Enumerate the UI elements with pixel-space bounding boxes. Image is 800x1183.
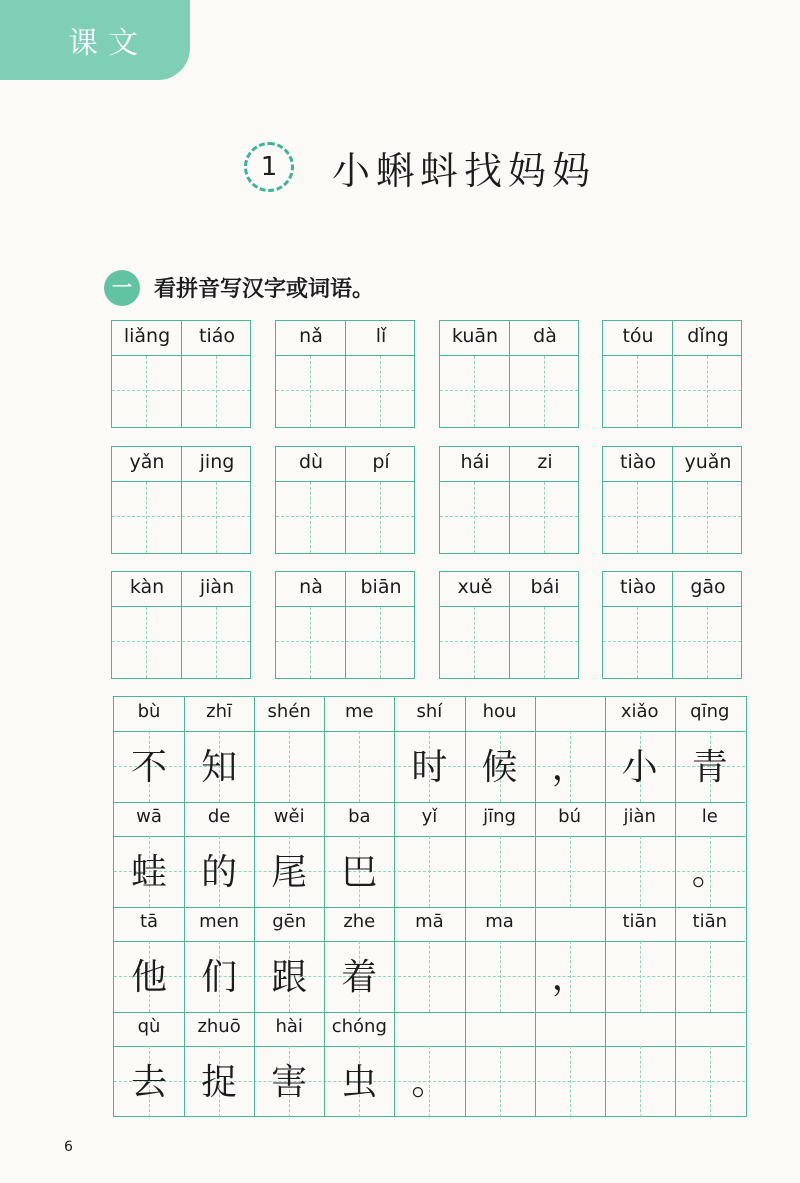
pinyin-row — [439, 446, 579, 482]
sentence-pinyin: le — [701, 806, 718, 827]
grid-guide — [544, 607, 545, 678]
pinyin-row — [439, 571, 579, 607]
grid-guide — [474, 607, 475, 678]
grid-line — [394, 1012, 395, 1046]
sentence-pinyin: hou — [482, 701, 517, 722]
sentence-pinyin: tiān — [692, 911, 728, 932]
grid-guide — [289, 731, 290, 802]
pinyin-syllable: dù — [298, 451, 324, 473]
grid-guide — [710, 1046, 711, 1117]
tab-label: 课文 — [68, 26, 148, 61]
word-box[interactable] — [602, 571, 742, 679]
sentence-hanzi: 他 — [130, 957, 167, 998]
section-instruction: 看拼音写汉字或词语。 — [154, 277, 375, 302]
sentence-pinyin-row — [114, 1012, 745, 1047]
lesson-title: 小蝌蚪找妈妈 — [332, 149, 597, 193]
writing-grid[interactable] — [439, 356, 579, 428]
sentence-pinyin: shén — [267, 701, 311, 722]
sentence-pinyin: jiàn — [623, 806, 656, 827]
word-box[interactable] — [439, 446, 579, 554]
writing-grid[interactable] — [602, 356, 742, 428]
sentence-pinyin: zhuō — [197, 1016, 241, 1037]
pinyin-syllable: pí — [372, 451, 390, 473]
grid-guide — [276, 641, 414, 642]
sentence-pinyin: wā — [136, 806, 162, 827]
grid-guide — [440, 390, 578, 391]
pinyin-syllable: zi — [537, 451, 553, 473]
pinyin-syllable: lǐ — [375, 325, 387, 347]
grid-line — [605, 941, 606, 1012]
sentence-hanzi: 青 — [691, 747, 728, 788]
grid-guide — [310, 356, 311, 427]
pinyin-syllable: bái — [530, 576, 560, 598]
grid-line — [345, 482, 346, 553]
pinyin-syllable: kuān — [451, 325, 499, 347]
word-box[interactable] — [111, 571, 251, 679]
sentence-hanzi: 捉 — [201, 1062, 238, 1103]
word-box[interactable] — [439, 571, 579, 679]
grid-line — [465, 836, 466, 907]
sentence-hanzi-row[interactable] — [114, 941, 745, 1013]
pinyin-row — [111, 571, 251, 607]
pinyin-syllable: nǎ — [299, 325, 323, 347]
pinyin-row — [111, 320, 251, 356]
grid-guide — [544, 356, 545, 427]
grid-line — [605, 1012, 606, 1046]
pinyin-row — [602, 320, 742, 356]
sentence-pinyin: qīng — [690, 701, 730, 722]
pinyin-row — [275, 446, 415, 482]
sentence-pinyin: de — [207, 806, 231, 827]
sentence-hanzi: 跟 — [271, 957, 308, 998]
grid-guide — [500, 836, 501, 907]
sentence-pinyin: ma — [485, 911, 514, 932]
grid-line — [345, 607, 346, 678]
grid-guide — [380, 482, 381, 553]
sentence-pinyin: mā — [415, 911, 444, 932]
word-box[interactable] — [111, 320, 251, 428]
sentence-hanzi: 蛙 — [130, 852, 167, 893]
grid-guide — [146, 356, 147, 427]
grid-line — [254, 731, 255, 802]
sentence-pinyin: jīng — [483, 806, 516, 827]
sentence-hanzi-row[interactable] — [114, 1046, 745, 1117]
pinyin-row — [439, 320, 579, 356]
sentence-hanzi: 虫 — [341, 1062, 378, 1103]
pinyin-syllable: yǎn — [129, 451, 165, 473]
sentence-pinyin: hài — [275, 1016, 303, 1037]
grid-guide — [310, 607, 311, 678]
grid-guide — [710, 941, 711, 1012]
grid-guide — [440, 516, 578, 517]
pinyin-syllable: kàn — [129, 576, 165, 598]
sentence-pinyin: shí — [416, 701, 443, 722]
grid-guide — [603, 390, 741, 391]
grid-guide — [603, 516, 741, 517]
sentence-pinyin: xiǎo — [620, 701, 659, 722]
grid-line — [605, 836, 606, 907]
grid-line — [675, 1012, 676, 1046]
grid-guide — [440, 641, 578, 642]
pinyin-syllable: jiàn — [199, 576, 235, 598]
sentence-pinyin: zhe — [343, 911, 376, 932]
grid-guide — [112, 516, 250, 517]
sentence-hanzi: 不 — [130, 747, 167, 788]
pinyin-row — [602, 446, 742, 482]
grid-guide — [216, 482, 217, 553]
word-box[interactable] — [275, 446, 415, 554]
grid-guide — [216, 607, 217, 678]
grid-line — [345, 356, 346, 427]
sentence-pinyin: wěi — [273, 806, 305, 827]
writing-grid[interactable] — [275, 356, 415, 428]
sentence-pinyin: zhī — [206, 701, 233, 722]
sentence-hanzi: 小 — [621, 747, 658, 788]
pinyin-syllable: tóu — [622, 325, 654, 347]
grid-guide — [112, 641, 250, 642]
grid-guide — [640, 941, 641, 1012]
sentence-pinyin: tā — [139, 911, 159, 932]
sentence-hanzi: ， — [551, 957, 588, 998]
page-number: 6 — [64, 1139, 73, 1155]
pinyin-syllable: tiào — [620, 451, 656, 473]
grid-guide — [570, 836, 571, 907]
grid-line — [672, 482, 673, 553]
word-box[interactable] — [275, 571, 415, 679]
grid-line — [181, 482, 182, 553]
sentence-pinyin: men — [199, 911, 240, 932]
pinyin-syllable: jing — [199, 451, 235, 473]
section-number-badge: 一 — [104, 270, 140, 306]
writing-grid[interactable] — [439, 607, 579, 679]
writing-grid[interactable] — [275, 482, 415, 554]
grid-guide — [500, 941, 501, 1012]
grid-line — [535, 1012, 536, 1046]
word-box[interactable] — [111, 446, 251, 554]
sentence-pinyin: chóng — [331, 1016, 387, 1037]
sentence-pinyin-row — [114, 697, 745, 732]
grid-guide — [637, 482, 638, 553]
grid-line — [509, 482, 510, 553]
pinyin-row — [275, 571, 415, 607]
grid-guide — [474, 482, 475, 553]
grid-line — [465, 1012, 466, 1046]
grid-guide — [570, 1046, 571, 1117]
lesson-type-tab — [0, 0, 190, 80]
grid-guide — [707, 482, 708, 553]
writing-grid[interactable] — [275, 607, 415, 679]
pinyin-syllable: gāo — [690, 576, 726, 598]
sentence-hanzi: 尾 — [271, 852, 308, 893]
grid-guide — [276, 390, 414, 391]
grid-guide — [637, 607, 638, 678]
grid-guide — [146, 607, 147, 678]
grid-line — [509, 356, 510, 427]
pinyin-syllable: xuě — [457, 576, 493, 598]
writing-grid[interactable] — [111, 356, 251, 428]
pinyin-syllable: biān — [360, 576, 402, 598]
pinyin-row — [602, 571, 742, 607]
sentence-pinyin: ba — [348, 806, 371, 827]
sentence-hanzi: ， — [551, 747, 588, 788]
writing-grid[interactable] — [439, 482, 579, 554]
sentence-pinyin: me — [344, 701, 374, 722]
grid-guide — [707, 607, 708, 678]
sentence-hanzi: 着 — [341, 957, 378, 998]
grid-line — [181, 356, 182, 427]
grid-guide — [429, 941, 430, 1012]
sentence-pinyin: yǐ — [421, 806, 438, 827]
sentence-pinyin: bù — [137, 701, 161, 722]
grid-guide — [359, 731, 360, 802]
pinyin-syllable: hái — [460, 451, 490, 473]
grid-line — [394, 836, 395, 907]
sentence-hanzi: 。 — [411, 1062, 448, 1103]
grid-line — [535, 836, 536, 907]
writing-grid[interactable] — [111, 607, 251, 679]
grid-guide — [544, 482, 545, 553]
word-box[interactable] — [439, 320, 579, 428]
grid-line — [394, 941, 395, 1012]
grid-guide — [474, 356, 475, 427]
sentence-hanzi: 的 — [201, 852, 238, 893]
word-box[interactable] — [602, 446, 742, 554]
grid-line — [672, 356, 673, 427]
writing-grid[interactable] — [111, 482, 251, 554]
sentence-hanzi-row[interactable] — [114, 836, 745, 908]
sentence-pinyin: tiān — [622, 911, 657, 932]
sentence-writing-grid — [113, 696, 747, 1117]
grid-line — [509, 607, 510, 678]
grid-line — [465, 1046, 466, 1117]
grid-guide — [310, 482, 311, 553]
grid-guide — [146, 482, 147, 553]
pinyin-row — [275, 320, 415, 356]
sentence-pinyin: bú — [558, 806, 582, 827]
sentence-hanzi-row[interactable] — [114, 731, 745, 803]
sentence-hanzi: 知 — [201, 747, 238, 788]
sentence-hanzi: 时 — [411, 747, 448, 788]
pinyin-syllable: liǎng — [123, 325, 171, 347]
grid-line — [675, 1046, 676, 1117]
grid-guide — [707, 356, 708, 427]
sentence-pinyin: qù — [137, 1016, 161, 1037]
sentence-hanzi: 害 — [271, 1062, 308, 1103]
grid-guide — [640, 1046, 641, 1117]
grid-line — [672, 607, 673, 678]
grid-guide — [276, 516, 414, 517]
grid-line — [605, 1046, 606, 1117]
sentence-hanzi: 巴 — [341, 852, 378, 893]
grid-guide — [429, 836, 430, 907]
grid-line — [465, 941, 466, 1012]
word-box[interactable] — [602, 320, 742, 428]
sentence-pinyin-row — [114, 802, 745, 837]
sentence-pinyin-row — [114, 907, 745, 942]
writing-grid[interactable] — [602, 607, 742, 679]
lesson-number-badge: 1 — [244, 142, 294, 192]
grid-guide — [640, 836, 641, 907]
sentence-hanzi: 候 — [481, 747, 518, 788]
grid-guide — [112, 390, 250, 391]
pinyin-row — [111, 446, 251, 482]
sentence-pinyin: gēn — [272, 911, 307, 932]
word-box[interactable] — [275, 320, 415, 428]
grid-guide — [380, 607, 381, 678]
pinyin-syllable: nà — [299, 576, 323, 598]
grid-line — [535, 1046, 536, 1117]
grid-line — [675, 941, 676, 1012]
grid-guide — [637, 356, 638, 427]
grid-line — [535, 907, 536, 941]
pinyin-syllable: dà — [533, 325, 557, 347]
grid-line — [535, 697, 536, 731]
sentence-hanzi: 去 — [130, 1062, 167, 1103]
grid-guide — [603, 641, 741, 642]
grid-guide — [216, 356, 217, 427]
pinyin-syllable: tiào — [620, 576, 656, 598]
writing-grid[interactable] — [602, 482, 742, 554]
pinyin-syllable: yuǎn — [684, 451, 732, 473]
grid-line — [181, 607, 182, 678]
pinyin-syllable: dǐng — [687, 325, 729, 347]
pinyin-syllable: tiáo — [199, 325, 235, 347]
grid-guide — [380, 356, 381, 427]
grid-line — [324, 731, 325, 802]
grid-guide — [500, 1046, 501, 1117]
sentence-hanzi: 们 — [201, 957, 238, 998]
sentence-hanzi: 。 — [691, 852, 728, 893]
